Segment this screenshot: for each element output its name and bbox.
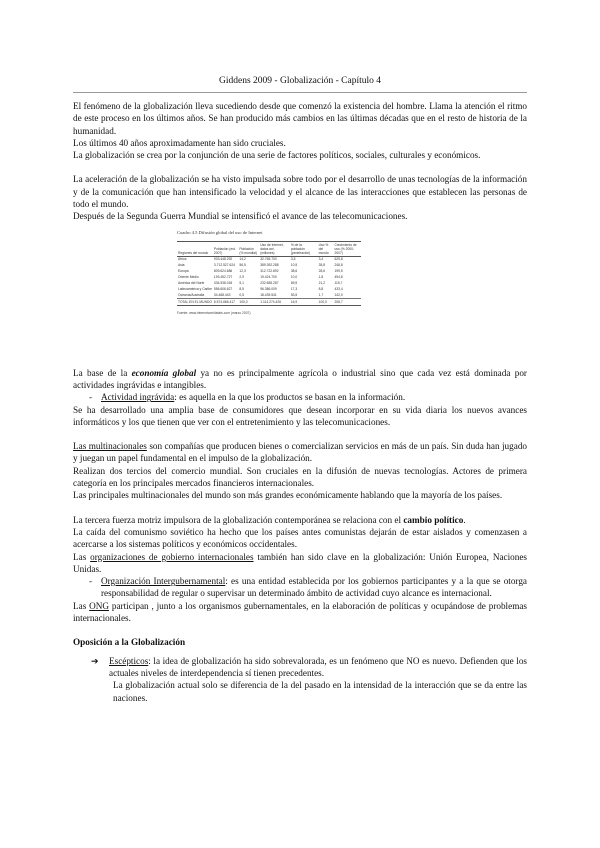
table-cell: 96.386.009 <box>260 287 277 291</box>
definition-term: Las multinacionales <box>73 441 147 452</box>
internet-usage-table <box>177 241 361 306</box>
paragraph: Las multinacionales son compañías que producen bienes o comercializan servicios en más de un país. Sin duda han jugado y juegan un papel fundamental en el impulso de la globalización. <box>73 441 528 464</box>
bullet-dash: - <box>89 392 93 403</box>
paragraph: La tercera fuerza motriz impulsora de la globalización contemporánea se relaciona con el cambio político. <box>73 514 466 525</box>
paragraph: Se ha desarrollado una amplia base de consumidores que desean incorporar en su vida diaria los nuevos avances informáticos y los que tienen que ver con el entretenimiento y las telecomunicaciones. <box>73 404 527 427</box>
table-cell: 933.448.292 <box>213 257 233 262</box>
table-cell: 556.606.627 <box>213 287 233 291</box>
table-cell: 193.452.727 <box>213 275 233 280</box>
table-cell: 14,2 <box>239 257 246 262</box>
table-cell: 100,0 <box>318 299 334 306</box>
table-cell: 8,5 <box>239 287 244 291</box>
table-cell: 38,6 <box>290 269 298 274</box>
table-cell: 100,0 <box>238 299 259 306</box>
table-cell: 389.392.288 <box>260 263 279 268</box>
table-cell: 56,5 <box>239 263 246 268</box>
table-cell: 10,0 <box>290 275 298 280</box>
table-caption: Cuadro 4.5 Difusión global del uso de Internet <box>177 229 263 235</box>
table-cell: América del Norte <box>178 281 205 286</box>
table-cell: 1.114.274.426 <box>259 299 290 306</box>
table-cell: 18.439.541 <box>260 292 277 297</box>
table-cell: 494,8 <box>334 275 343 280</box>
page-header: Giddens 2009 - Globalización - Capítulo 4 <box>219 76 381 86</box>
table-cell: 35,8 <box>318 263 326 268</box>
table-header-cell: Población (est. 2007) <box>213 241 238 256</box>
table-cell: Europa <box>178 269 189 274</box>
table-cell: Asia <box>178 263 185 268</box>
table-cell: 69,5 <box>290 281 298 286</box>
table-cell: Latinoamérica y Caribe <box>178 287 212 291</box>
table-header-cell: Uso de Internet, datos act. (millones) <box>259 241 290 256</box>
table-cell: 53,5 <box>290 292 298 297</box>
paragraph: Los últimos 40 años aproximadamente han sido cruciales. <box>73 137 286 148</box>
table-cell: Oceanía/Australia <box>178 292 205 297</box>
table-cell: 6.574.666.417 <box>213 299 238 306</box>
header-rule <box>73 92 527 93</box>
table-cell: Oriente Medio <box>178 275 199 280</box>
definition-term: Actividad ingrávida <box>101 392 175 403</box>
table-cell: 3,5 <box>290 257 296 262</box>
table-cell: 625,8 <box>334 257 343 262</box>
table-cell: 10,5 <box>290 263 298 268</box>
section-heading: Oposición a la Globalización <box>73 637 186 648</box>
table-cell: 28,6 <box>318 269 326 274</box>
definition-term: ONG <box>89 600 110 611</box>
table-cell: África <box>178 257 187 262</box>
emphasis-term: economía global <box>131 367 197 378</box>
table-cell: 1,8 <box>318 275 324 280</box>
table-cell: 312.722.892 <box>260 269 279 274</box>
table-header-cell: Regiones del mundo <box>177 241 213 256</box>
arrow-item: ➔ Escépticos: la idea de globalización ha sido sobrevalorada, es un fenómeno que NO es nuevo. Defienden que los actuales niveles de interdependencia sí tienen precedentes. <box>91 655 527 678</box>
paragraph: El fenómeno de la globalización lleva sucediendo desde que comenzó la existencia del hombre. Llama la atención el ritmo de este proceso en los últimos años. Se han producido más cambios en las últimas décadas que en el resto de historia de la humanidad. <box>73 101 527 136</box>
table-cell: 809.624.686 <box>213 269 233 274</box>
table-header-cell: Crecimiento de uso (% 2000-2007) <box>333 241 361 256</box>
table-cell: 142,0 <box>334 292 343 297</box>
table-cell: 115,7 <box>334 281 343 286</box>
paragraph: Realizan dos tercios del comercio mundial. Son cruciales en la difusión de nuevas tecnologías. Actores de primera categoría en los principales mercados financieros internacionales. <box>73 465 527 489</box>
table-cell: 2,9 <box>239 275 244 280</box>
table-cell: 3.712.527.624 <box>213 263 235 268</box>
paragraph: La globalización actual solo se diferencia de la del pasado en la intensidad de la interacción que se da entre las naciones. <box>113 680 527 703</box>
paragraph: Las ONG participan , junto a los organismos gubernamentales, en la elaboración de políticas y ocupándose de problemas internacionales. <box>73 600 527 624</box>
table-cell: 0,5 <box>239 292 244 297</box>
paragraph: Las organizaciones de gobierno internacionales también han sido clave en la globalización: Unión Europea, Naciones Unidas. <box>73 551 527 574</box>
table-header-cell: Uso % del mundo <box>318 241 334 256</box>
paragraph: Después de la Segunda Guerra Mundial se intensificó el avance de las telecomunicaciones. <box>73 211 408 222</box>
table-cell: 17,3 <box>290 287 298 291</box>
bullet-item: - Organización Intergubernamental: es una entidad establecida por los gobiernos participantes y a la que se otorga responsabilidad de regular o supervisar un determinado ámbito de actividad cuyo alcance es internacional. <box>89 576 527 599</box>
definition-term: Organización Intergubernamental <box>101 576 226 587</box>
table-cell: 5,1 <box>239 281 244 286</box>
bullet-item: - Actividad ingrávida: es aquella en la que los productos se basan en la información. <box>89 392 406 403</box>
table-cell: 12,3 <box>239 269 246 274</box>
emphasis-term: cambio político <box>403 514 464 525</box>
table-cell: 433,4 <box>334 287 343 291</box>
paragraph: La aceleración de la globalización se ha visto impulsada sobre todo por el desarrollo de unas tecnologías de la información y de la comunicación que han intensificado la velocidad y el alcance de las interacciones que establecen las personas de todo el mundo. <box>73 174 527 210</box>
table-cell: 208,7 <box>333 299 361 306</box>
table-cell: 8,8 <box>318 287 324 291</box>
paragraph: La base de la economía global ya no es principalmente agrícola o industrial sino que cada vez está dominada por actividades ingrávidas e intangibles. <box>73 367 527 390</box>
table-source: Fuente: www.internetworldstats.com (marzo 2007). <box>177 311 252 316</box>
table-cell: 199,5 <box>334 269 343 274</box>
internet-usage-table-figure <box>177 227 361 325</box>
table-cell: 32.765.700 <box>260 257 277 262</box>
arrow-icon: ➔ <box>91 655 99 666</box>
table-cell: 16,9 <box>290 299 318 306</box>
table-cell: 334.538.018 <box>213 281 233 286</box>
paragraph: La caída del comunismo soviético ha hecho que los países antes comunistas dejarán de estar aislados y comenzasen a acercarse a los sistemas políticos y económicos occidentales. <box>73 526 527 550</box>
table-cell: 3,4 <box>318 257 324 262</box>
paragraph: La globalización se crea por la conjunción de una serie de factores políticos, sociales, culturales y económicos. <box>73 150 481 161</box>
table-total-row <box>177 299 361 306</box>
definition-term: organizaciones de gobierno internacionales <box>90 551 254 562</box>
table-cell: 232.655.287 <box>260 281 279 286</box>
paragraph: Las principales multinacionales del mundo son más grandes económicamente hablando que la mayoría de los países. <box>73 490 503 501</box>
table-cell: 1,7 <box>318 292 324 297</box>
table-cell: 248,8 <box>334 263 343 268</box>
table-cell: 21,2 <box>318 281 326 286</box>
table-header-cell: % de la población (penetración) <box>290 241 318 256</box>
table-cell: TOTAL EN EL MUNDO <box>178 299 212 304</box>
table-cell: 34.468.443 <box>213 292 231 297</box>
table-header-cell: Población (% mundial) <box>238 241 259 256</box>
table-cell: 19.424.700 <box>260 275 277 280</box>
definition-term: Escépticos <box>109 655 149 666</box>
document-body <box>73 100 527 704</box>
bullet-dash: - <box>89 576 93 587</box>
